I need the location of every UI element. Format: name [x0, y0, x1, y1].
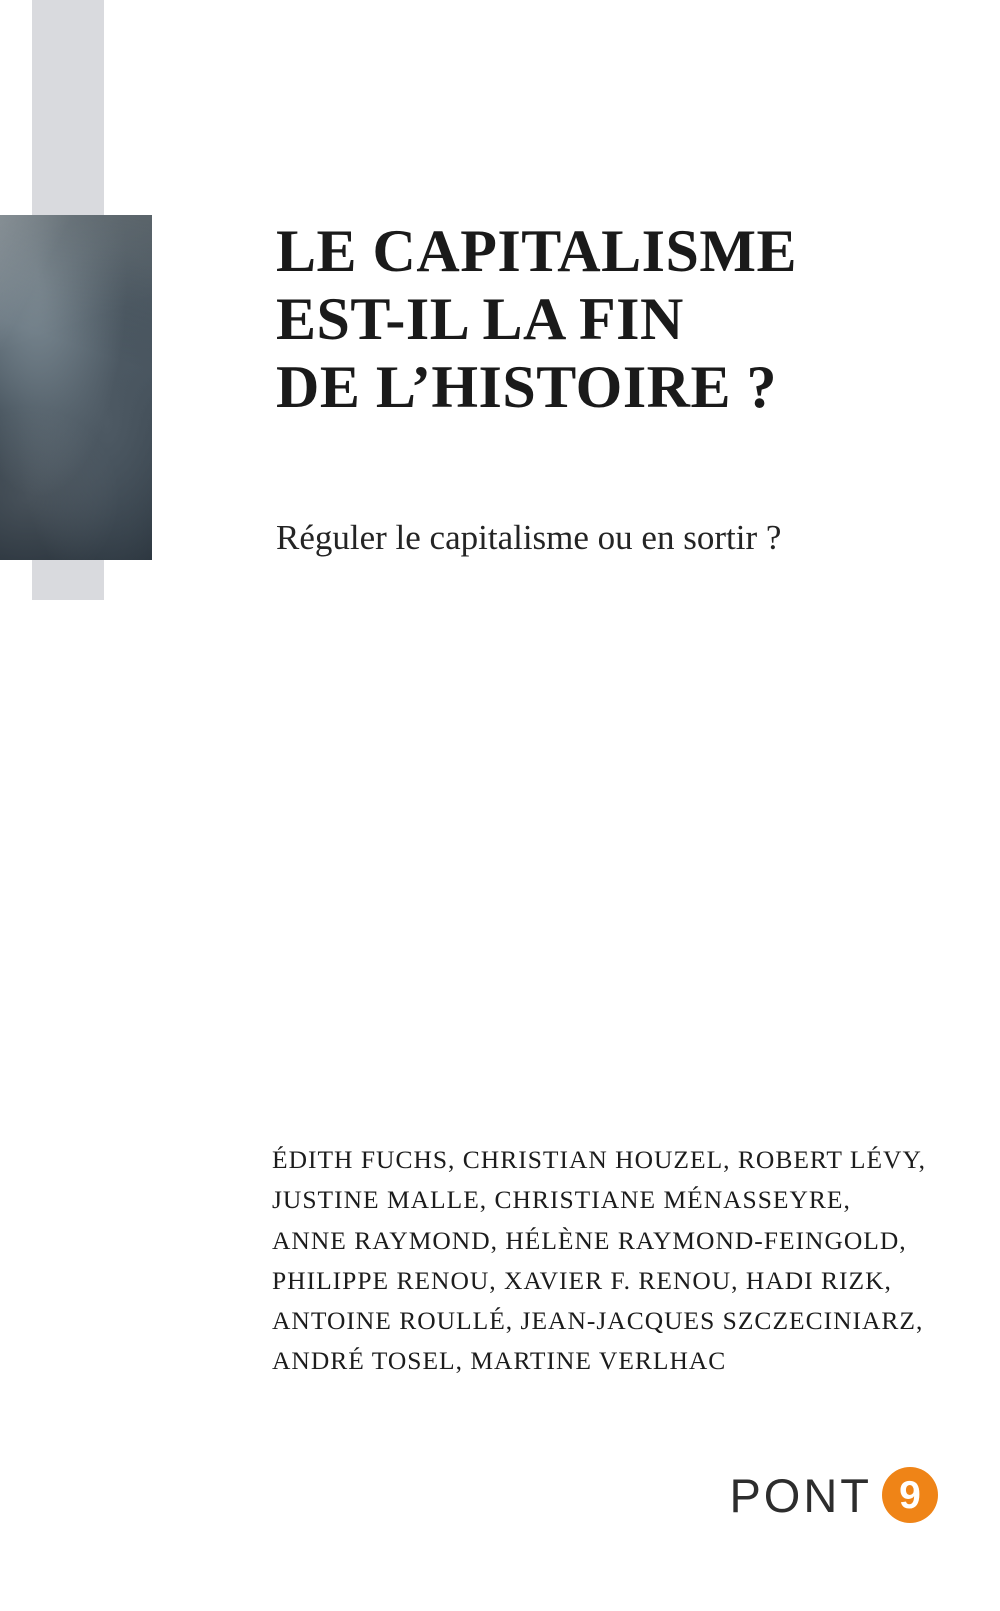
- author-line: ÉDITH FUCHS, CHRISTIAN HOUZEL, ROBERT LÉVY,: [272, 1145, 926, 1174]
- publisher-number-badge: 9: [882, 1467, 938, 1523]
- author-line: ANTOINE ROULLÉ, JEAN-JACQUES SZCZECINIARZ,: [272, 1306, 924, 1336]
- title-line-1: LE CAPITALISME: [276, 218, 797, 284]
- author-line: JUSTINE MALLE, CHRISTIANE MÉNASSEYRE,: [272, 1185, 851, 1215]
- publisher-logo: [729, 1467, 938, 1523]
- author-list: [272, 1140, 962, 1382]
- author-line: ANNE RAYMOND, HÉLÈNE RAYMOND-FEINGOLD,: [272, 1225, 907, 1255]
- page-subtitle: Réguler le capitalisme ou en sortir ?: [276, 518, 782, 557]
- title-line-3: DE L’HISTOIRE ?: [276, 353, 778, 420]
- author-line: ANDRÉ TOSEL, MARTINE VERLHAC: [272, 1346, 727, 1376]
- page-title: [276, 218, 936, 421]
- cover-photo-block: [0, 215, 152, 560]
- collection-label: [32, 0, 104, 72]
- author-line: PHILIPPE RENOU, XAVIER F. RENOU, HADI RIZK,: [272, 1265, 892, 1295]
- publisher-name: PONT: [729, 1468, 872, 1522]
- title-line-2: EST-IL LA FIN: [276, 285, 684, 352]
